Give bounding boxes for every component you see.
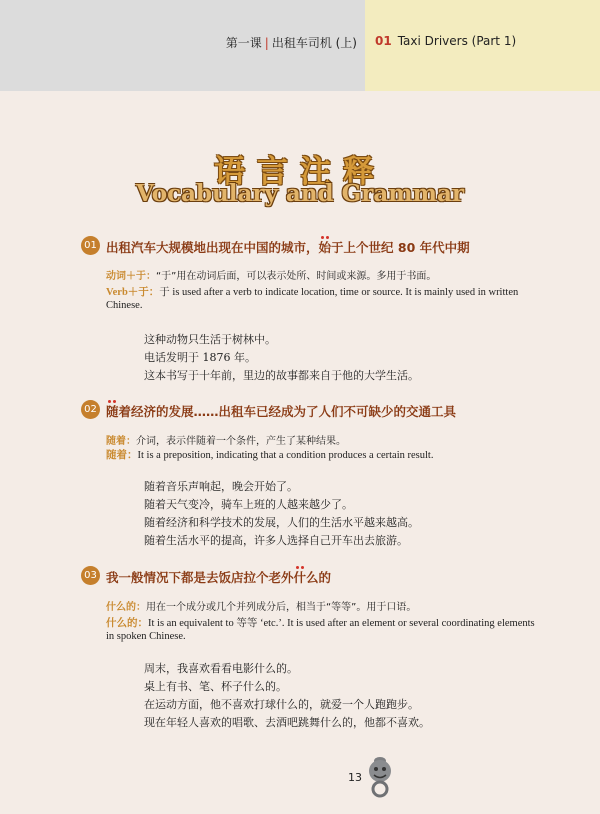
example-sentence: 这本书写于十年前，里边的故事都来自于他的大学生活。 <box>144 369 419 382</box>
chinese-explanation <box>106 267 436 282</box>
english-explanation <box>106 615 535 630</box>
item-title-text: 上个世纪 80 年代中期 <box>343 240 470 255</box>
explanation-text: It is an equivalent to 等等 ‘etc.’. It is used after an element or several coordinating elements <box>148 618 535 629</box>
example-sentence: 电话发明于 1876 年。 <box>144 351 256 364</box>
lesson-title-en: Taxi Drivers (Part 1) <box>397 34 517 48</box>
header-divider: | <box>264 36 269 50</box>
lesson-number: 01 <box>375 34 392 48</box>
key-phrase: 随着 <box>106 404 132 419</box>
chinese-explanation <box>106 432 346 447</box>
example-sentence: 随着经济和科学技术的发展，人们的生活水平越来越高。 <box>144 516 419 529</box>
explanation-continued: Chinese. <box>106 300 143 311</box>
grammar-term: 随着： <box>106 450 138 461</box>
item-title-text: 出租汽车大规模地出现在中国的城市， <box>106 240 319 255</box>
header-left-panel <box>0 0 365 91</box>
lesson-chinese-title <box>226 34 357 51</box>
header-right-panel <box>365 0 600 91</box>
grammar-term: 随着： <box>106 436 136 447</box>
item-title <box>106 238 470 256</box>
explanation-text: 介词，表示伴随着一个条件，产生了某种结果。 <box>136 436 346 447</box>
item-title <box>106 402 456 420</box>
example-sentence: 随着生活水平的提高，许多人选择自己开车出去旅游。 <box>144 534 408 547</box>
explanation-continued: in spoken Chinese. <box>106 631 186 642</box>
key-phrase: 什么的 <box>293 570 332 585</box>
chinese-explanation <box>106 598 416 613</box>
explanation-text: It is a preposition, indicating that a condition produces a certain result. <box>137 450 434 461</box>
grammar-term: 动词＋于： <box>106 271 156 282</box>
section-heading-english: Vocabulary and Grammar <box>136 180 464 207</box>
english-explanation <box>106 284 518 299</box>
item-title-text: 我一般情况下都是去饭店拉个老外 <box>106 570 294 585</box>
item-number-badge: 01 <box>81 236 100 255</box>
explanation-text: 于 is used after a verb to indicate location, time or source. It is mainly used in written <box>159 287 519 298</box>
example-sentence: 在运动方面，他不喜欢打球什么的，就爱一个人跑跑步。 <box>144 698 419 711</box>
example-sentence: 随着音乐声响起，晚会开始了。 <box>144 480 298 493</box>
item-number-badge: 03 <box>81 566 100 585</box>
grammar-term: 什么的： <box>106 602 146 613</box>
explanation-text: “于”用在动词后面，可以表示处所、时间或来源。多用于书面。 <box>156 271 437 282</box>
example-sentence: 周末，我喜欢看看电影什么的。 <box>144 662 298 675</box>
page-number: 13 <box>348 771 362 784</box>
section-heading-chinese: 语言注释 <box>214 154 386 190</box>
lion-knocker-icon <box>365 755 395 803</box>
example-sentence: 这种动物只生活于树林中。 <box>144 333 276 346</box>
grammar-term: 什么的： <box>106 618 148 629</box>
lesson-english-title <box>375 34 516 48</box>
example-sentence: 随着天气变冷，骑车上班的人越来越少了。 <box>144 498 353 511</box>
lesson-title-cn: 出租车司机 (上) <box>271 36 357 50</box>
item-number-badge: 02 <box>81 400 100 419</box>
item-title <box>106 568 331 586</box>
key-phrase: 始于 <box>318 240 344 255</box>
item-title-text: 经济的发展……出租车已经成为了人们不可缺少的交通工具 <box>131 404 457 419</box>
example-sentence: 现在年轻人喜欢的唱歌、去酒吧跳舞什么的，他都不喜欢。 <box>144 716 430 729</box>
explanation-text: 用在一个成分或几个并列成分后，相当于“等等”。用于口语。 <box>146 602 417 613</box>
example-sentence: 桌上有书、笔、杯子什么的。 <box>144 680 287 693</box>
lesson-number-cn: 第一课 <box>225 36 262 50</box>
english-explanation <box>106 447 433 462</box>
grammar-term: Verb＋于： <box>106 287 160 298</box>
